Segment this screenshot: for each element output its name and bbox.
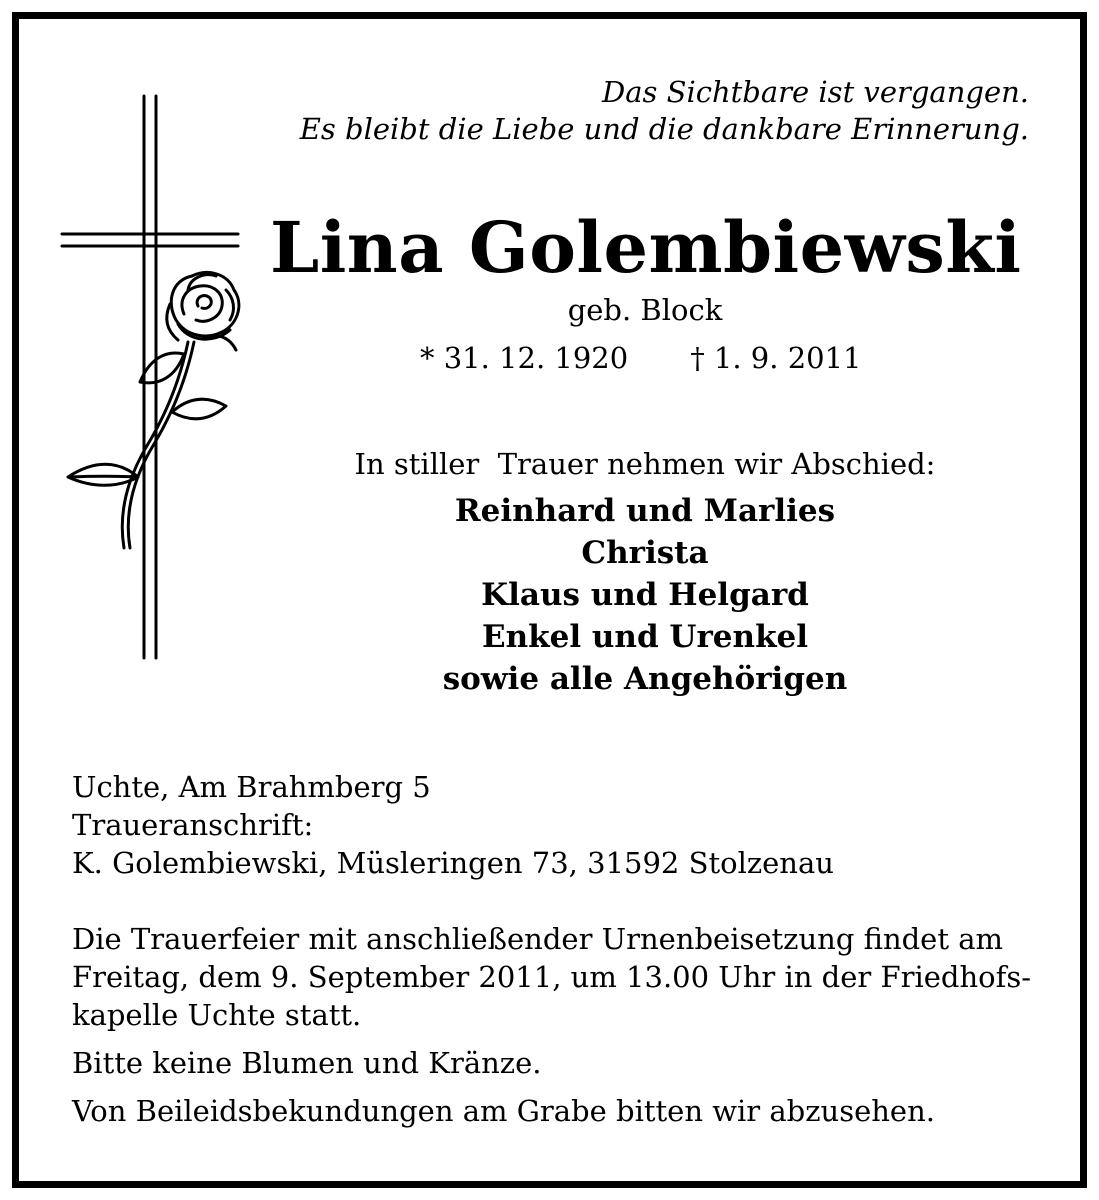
life-dates	[420, 340, 862, 376]
ceremony-line-3: kapelle Uchte statt.	[72, 998, 362, 1032]
birth-date: * 31. 12. 1920	[420, 341, 629, 375]
ceremony-line-1: Die Trauerfeier mit anschließender Urnenbeisetzung findet am	[72, 922, 1004, 956]
flowers-request: Bitte keine Blumen und Kränze.	[72, 1046, 542, 1080]
residence-line: Uchte, Am Brahmberg 5	[72, 770, 431, 804]
mourner-item: Christa	[581, 535, 709, 571]
death-date: † 1. 9. 2011	[690, 341, 862, 375]
mourner-item: Klaus und Helgard	[481, 577, 809, 613]
maiden-name: geb. Block	[567, 293, 723, 327]
motto-line-2: Es bleibt die Liebe und die dankbare Erinnerung.	[299, 112, 1029, 146]
motto-line-1: Das Sichtbare ist vergangen.	[601, 75, 1029, 109]
notice-block	[72, 920, 1032, 1130]
mourners-list	[270, 490, 1020, 700]
condolences-request: Von Beileidsbekundungen am Grabe bitten wir abzusehen.	[72, 1094, 935, 1128]
address-block	[72, 768, 834, 882]
mourner-item: Enkel und Urenkel	[481, 619, 809, 655]
motto	[300, 74, 1029, 148]
mourner-item: sowie alle Angehörigen	[442, 661, 848, 697]
deceased-name: Lina Golembiewski	[270, 206, 1022, 289]
mourning-address-label: Traueranschrift:	[72, 808, 314, 842]
cross-with-rose-icon	[58, 92, 258, 662]
ceremony-line-2: Freitag, dem 9. September 2011, um 13.00 Uhr in der Friedhofs-	[72, 960, 1031, 994]
mourner-item: Reinhard und Marlies	[454, 493, 836, 529]
farewell-intro: In stiller Trauer nehmen wir Abschied:	[354, 447, 936, 481]
mourning-address: K. Golembiewski, Müsleringen 73, 31592 Stolzenau	[72, 846, 834, 880]
